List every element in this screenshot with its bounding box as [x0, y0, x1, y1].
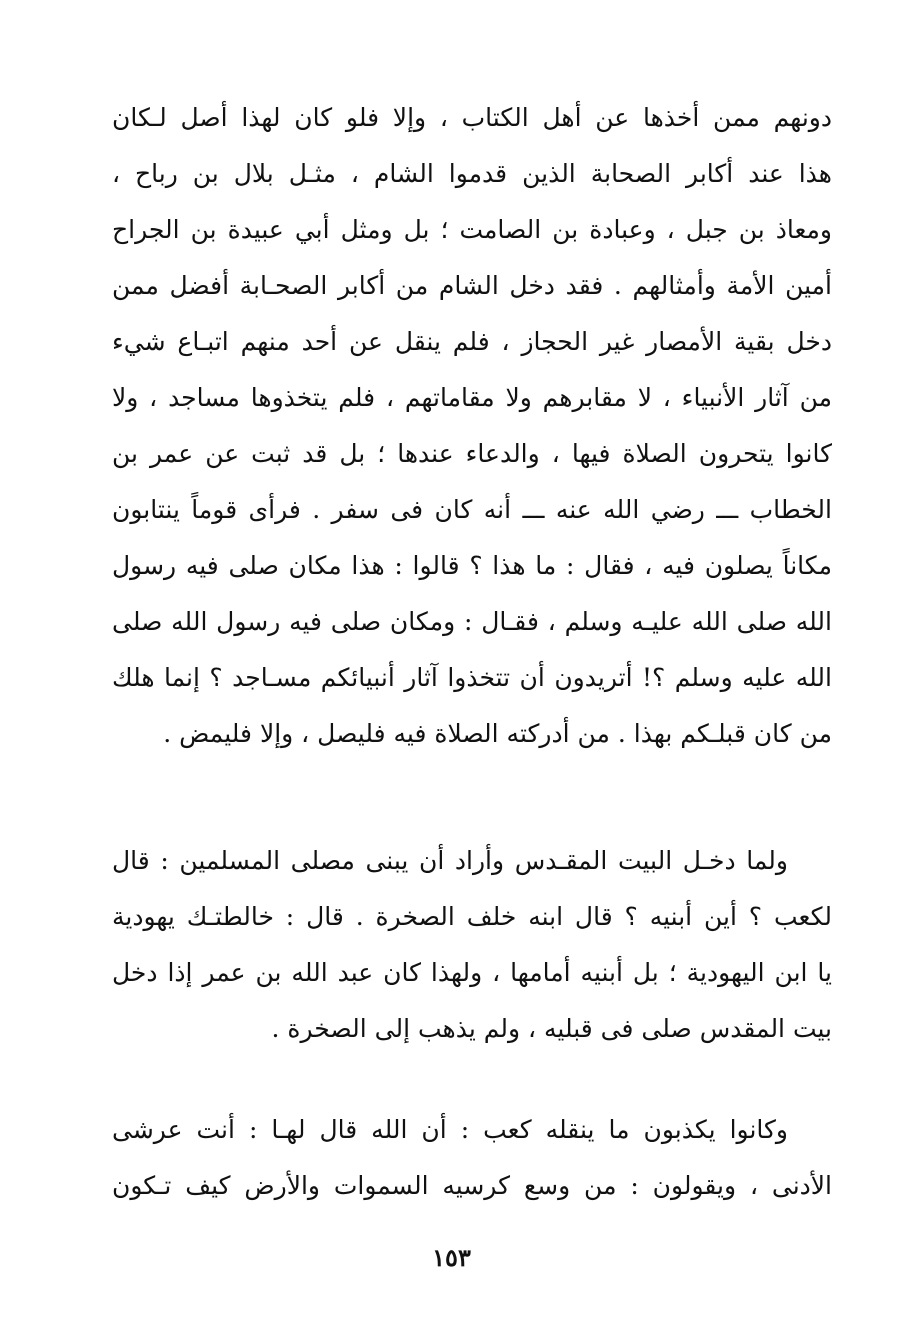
text-line: دونهم ممن أخذها عن أهل الكتاب ، وإلا فلو كان لهذا أصل لـكان: [112, 103, 832, 132]
text-line: لكعب ؟ أين أبنيه ؟ قال ابنه خلف الصخرة . قال : خالطتـك يهودية: [112, 902, 832, 931]
text-line: الله عليه وسلم ؟! أتريدون أن تتخذوا آثار أنبيائكم مسـاجد ؟ إنما هلك: [112, 663, 832, 692]
text-line: كانوا يتحرون الصلاة فيها ، والدعاء عندها ؛ بل قد ثبت عن عمر بن: [112, 439, 832, 468]
text-line: الأدنى ، ويقولون : من وسع كرسيه السموات والأرض كيف تـكون: [112, 1171, 832, 1200]
text-line: الله صلى الله عليـه وسلم ، فقـال : ومكان صلى فيه رسول الله صلى: [112, 607, 832, 636]
text-line: دخل بقية الأمصار غير الحجاز ، فلم ينقل عن أحد منهم اتبـاع شيء: [112, 327, 832, 356]
text-line: من آثار الأنبياء ، لا مقابرهم ولا مقاماتهم ، فلم يتخذوها مساجد ، ولا: [112, 383, 832, 412]
text-line: الخطاب ـــ رضي الله عنه ـــ أنه كان فى سفر . فرأى قوماً ينتابون: [112, 495, 832, 524]
text-line: مكاناً يصلون فيه ، فقال : ما هذا ؟ قالوا : هذا مكان صلى فيه رسول: [112, 551, 832, 580]
text-line: ومعاذ بن جبل ، وعبادة بن الصامت ؛ بل ومثل أبي عبيدة بن الجراح: [112, 215, 832, 244]
text-line: وكانوا يكذبون ما ينقله كعب : أن الله قال لهـا : أنت عرشى: [112, 1115, 788, 1144]
text-line: بيت المقدس صلى فى قبليه ، ولم يذهب إلى الصخرة .: [271, 1014, 832, 1043]
text-line: ولما دخـل البيت المقـدس وأراد أن يبنى مصلى المسلمين : قال: [112, 846, 788, 875]
paragraph-2: [112, 833, 832, 1057]
paragraph-1: [112, 90, 832, 762]
text-line: هذا عند أكابر الصحابة الذين قدموا الشام ، مثـل بلال بن رباح ،: [112, 159, 832, 188]
text-line: أمين الأمة وأمثالهم . فقد دخل الشام من أكابر الصحـابة أفضل ممن: [112, 271, 832, 300]
text-line: من كان قبلـكم بهذا . من أدركته الصلاة فيه فليصل ، وإلا فليمض .: [163, 719, 832, 748]
text-line: يا ابن اليهودية ؛ بل أبنيه أمامها ، ولهذا كان عبد الله بن عمر إذا دخل: [112, 958, 832, 987]
paragraph-3: [112, 1102, 832, 1214]
page-number: ١٥٣: [432, 1243, 471, 1272]
